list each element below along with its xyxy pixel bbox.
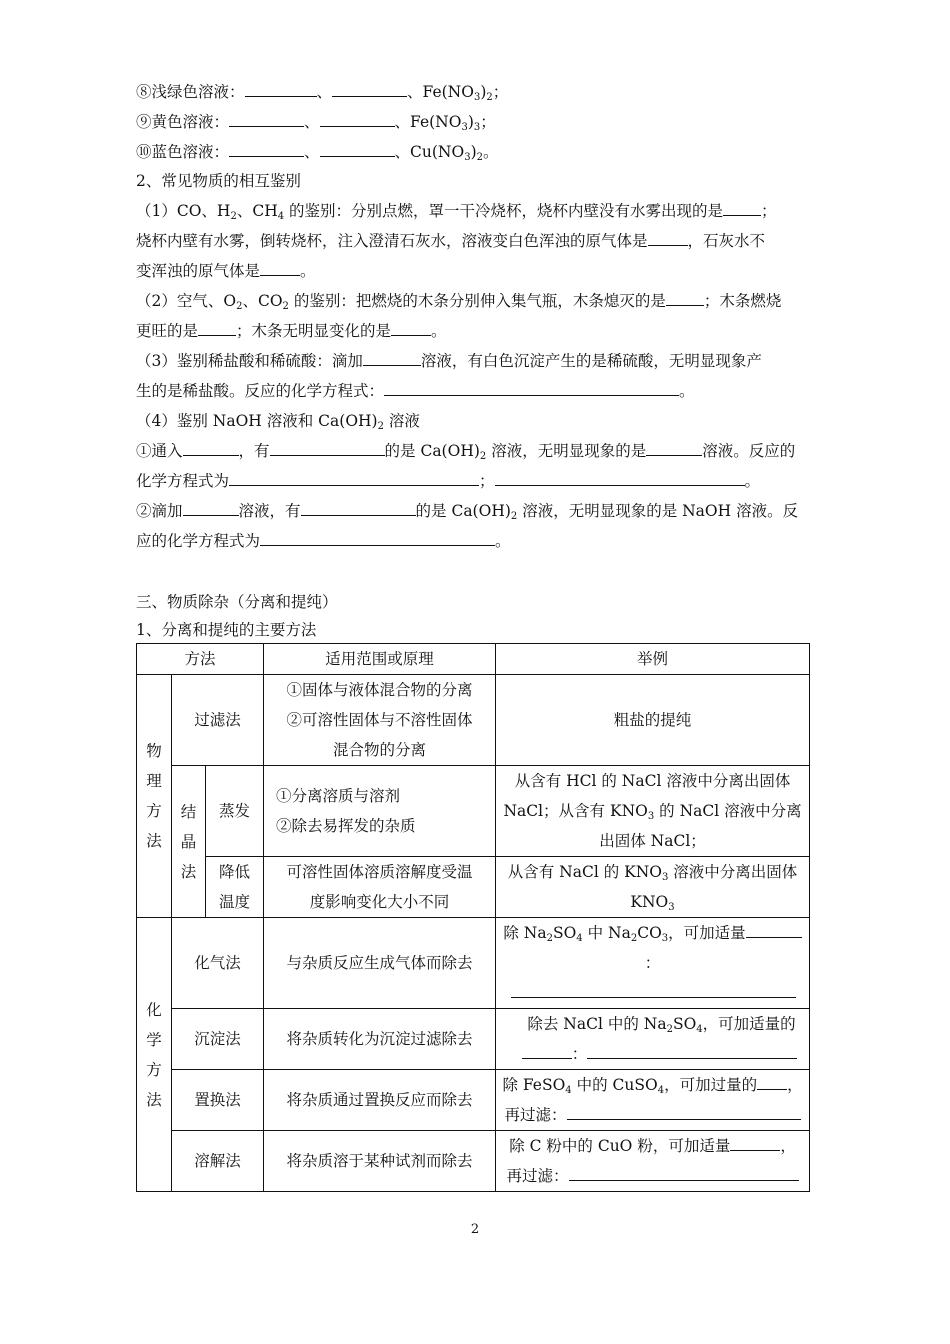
blank[interactable] (229, 142, 304, 157)
line-pale-green: ⑧浅绿色溶液： 、 、$Fe(NO_3)_2$； (136, 83, 509, 103)
chemical-methods: 化学方法 (137, 918, 172, 1192)
blank[interactable] (757, 1075, 787, 1090)
blank[interactable] (320, 112, 395, 127)
header-method: 方法 (137, 644, 264, 675)
section-heading-3: 三、物质除杂（分离和提纯） (136, 593, 338, 611)
gas-scope: 与杂质反应生成气体而除去 (264, 918, 496, 1009)
blank[interactable] (229, 112, 304, 127)
dissolution-example: 除 C 粉中的 CuO 粉，可加适量 ， 再过滤： (496, 1131, 810, 1192)
blank[interactable] (229, 471, 479, 486)
blank[interactable] (730, 1136, 780, 1151)
physical-methods: 物理方法 (137, 675, 172, 918)
evaporation-scope: ①分离溶质与溶剂 ②除去易挥发的杂质 (264, 766, 496, 857)
replacement-example: 除 FeSO$_4$ 中的 CuSO$_4$，可加过量的 ， 再过滤： (496, 1070, 810, 1131)
blank[interactable] (245, 82, 317, 97)
blank[interactable] (270, 441, 385, 456)
cooling: 降低 温度 (206, 857, 264, 918)
blank[interactable] (260, 531, 495, 546)
para-3a: （3）鉴别稀盐酸和稀硫酸：滴加 溶液，有白色沉淀产生的是稀硫酸，无明显现象产 (136, 352, 762, 370)
para-4a: ①通入 ，有 的是 $Ca(OH)_2$ 溶液，无明显现象的是 溶液。反应的 (136, 442, 796, 462)
evaporation: 蒸发 (206, 766, 264, 857)
filter-example: 粗盐的提纯 (496, 675, 810, 766)
blank[interactable] (666, 291, 704, 306)
para-4c: ②滴加 溶液，有 的是 $Ca(OH)_2$ 溶液，无明显现象的是 NaOH 溶液。反 (136, 502, 799, 522)
gas-example: 除 $Na_2SO_4$ 中 $Na_2CO_3$，可加适量： (496, 918, 810, 1009)
dissolution-scope: 将杂质溶于某种试剂而除去 (264, 1131, 496, 1192)
blank[interactable] (723, 201, 761, 216)
header-example: 举例 (496, 644, 810, 675)
blank[interactable] (301, 501, 416, 516)
blank[interactable] (391, 321, 431, 336)
blank[interactable] (587, 1044, 797, 1059)
subsection-heading: 1、分离和提纯的主要方法 (136, 621, 317, 639)
crystallization: 结晶法 (172, 766, 206, 918)
precipitation-method: 沉淀法 (172, 1009, 264, 1070)
cooling-example: 从含有 NaCl 的 $KNO_3$ 溶液中分离出固体 $KNO_3$ (496, 857, 810, 918)
blank[interactable] (495, 471, 745, 486)
blank[interactable] (569, 1166, 799, 1181)
filter-scope: ①固体与液体混合物的分离 ②可溶性固体与不溶性固体 混合物的分离 (264, 675, 496, 766)
para-3b: 生的是稀盐酸。反应的化学方程式： 。 (136, 382, 695, 400)
blank[interactable] (183, 501, 239, 516)
blank[interactable] (648, 231, 688, 246)
line-yellow: ⑨黄色溶液： 、 、$Fe(NO_3)_3$； (136, 113, 496, 133)
precipitation-example: 除去 NaCl 中的 $Na_2SO_4$，可加适量的 ： (496, 1009, 810, 1070)
blank[interactable] (384, 381, 679, 396)
blank[interactable] (260, 261, 300, 276)
blank[interactable] (511, 983, 796, 998)
section-heading: 2、常见物质的相互鉴别 (136, 172, 301, 190)
evaporation-example: 从含有 HCl 的 NaCl 溶液中分离出固体 NaCl；从含有 $KNO_3$ 的 NaCl 溶液中分离 出固体 NaCl； (496, 766, 810, 857)
para-1c: 变浑浊的原气体是 。 (136, 262, 316, 280)
header-scope: 适用范围或原理 (264, 644, 496, 675)
blank[interactable] (746, 923, 802, 938)
dissolution-method: 溶解法 (172, 1131, 264, 1192)
para-2a: （2）空气、$O_2$、$CO_2$ 的鉴别：把燃烧的木条分别伸入集气瓶，木条熄灭的是 ；木条燃烧 (136, 292, 782, 312)
blank[interactable] (522, 1044, 572, 1059)
blank[interactable] (320, 142, 395, 157)
para-2b: 更旺的是 ；木条无明显变化的是 。 (136, 322, 447, 340)
replacement-method: 置换法 (172, 1070, 264, 1131)
para-1b: 烧杯内壁有水雾，倒转烧杯，注入澄清石灰水，溶液变白色浑浊的原气体是 ，石灰水不 (136, 232, 766, 250)
blank[interactable] (183, 441, 239, 456)
blank[interactable] (567, 1105, 801, 1120)
precipitation-scope: 将杂质转化为沉淀过滤除去 (264, 1009, 496, 1070)
methods-table (136, 643, 810, 1192)
cooling-scope: 可溶性固体溶质溶解度受温 度影响变化大小不同 (264, 857, 496, 918)
replacement-scope: 将杂质通过置换反应而除去 (264, 1070, 496, 1131)
blank[interactable] (332, 82, 407, 97)
para-4: （4）鉴别 NaOH 溶液和 $Ca(OH)_2$ 溶液 (136, 412, 420, 432)
line-blue: ⑩蓝色溶液： 、 、$Cu(NO_3)_2$。 (136, 143, 499, 163)
blank[interactable] (198, 321, 236, 336)
filter-method: 过滤法 (172, 675, 264, 766)
para-4d: 应的化学方程式为 。 (136, 532, 511, 550)
blank[interactable] (363, 351, 421, 366)
gas-method: 化气法 (172, 918, 264, 1009)
para-1a: （1）CO、$H_2$、$CH_4$ 的鉴别：分别点燃，罩一干冷烧杯，烧杯内壁没有水雾出现的是 ； (136, 202, 777, 222)
para-4b: 化学方程式为 ； 。 (136, 472, 761, 490)
page-number: 2 (470, 1222, 480, 1237)
blank[interactable] (646, 441, 702, 456)
